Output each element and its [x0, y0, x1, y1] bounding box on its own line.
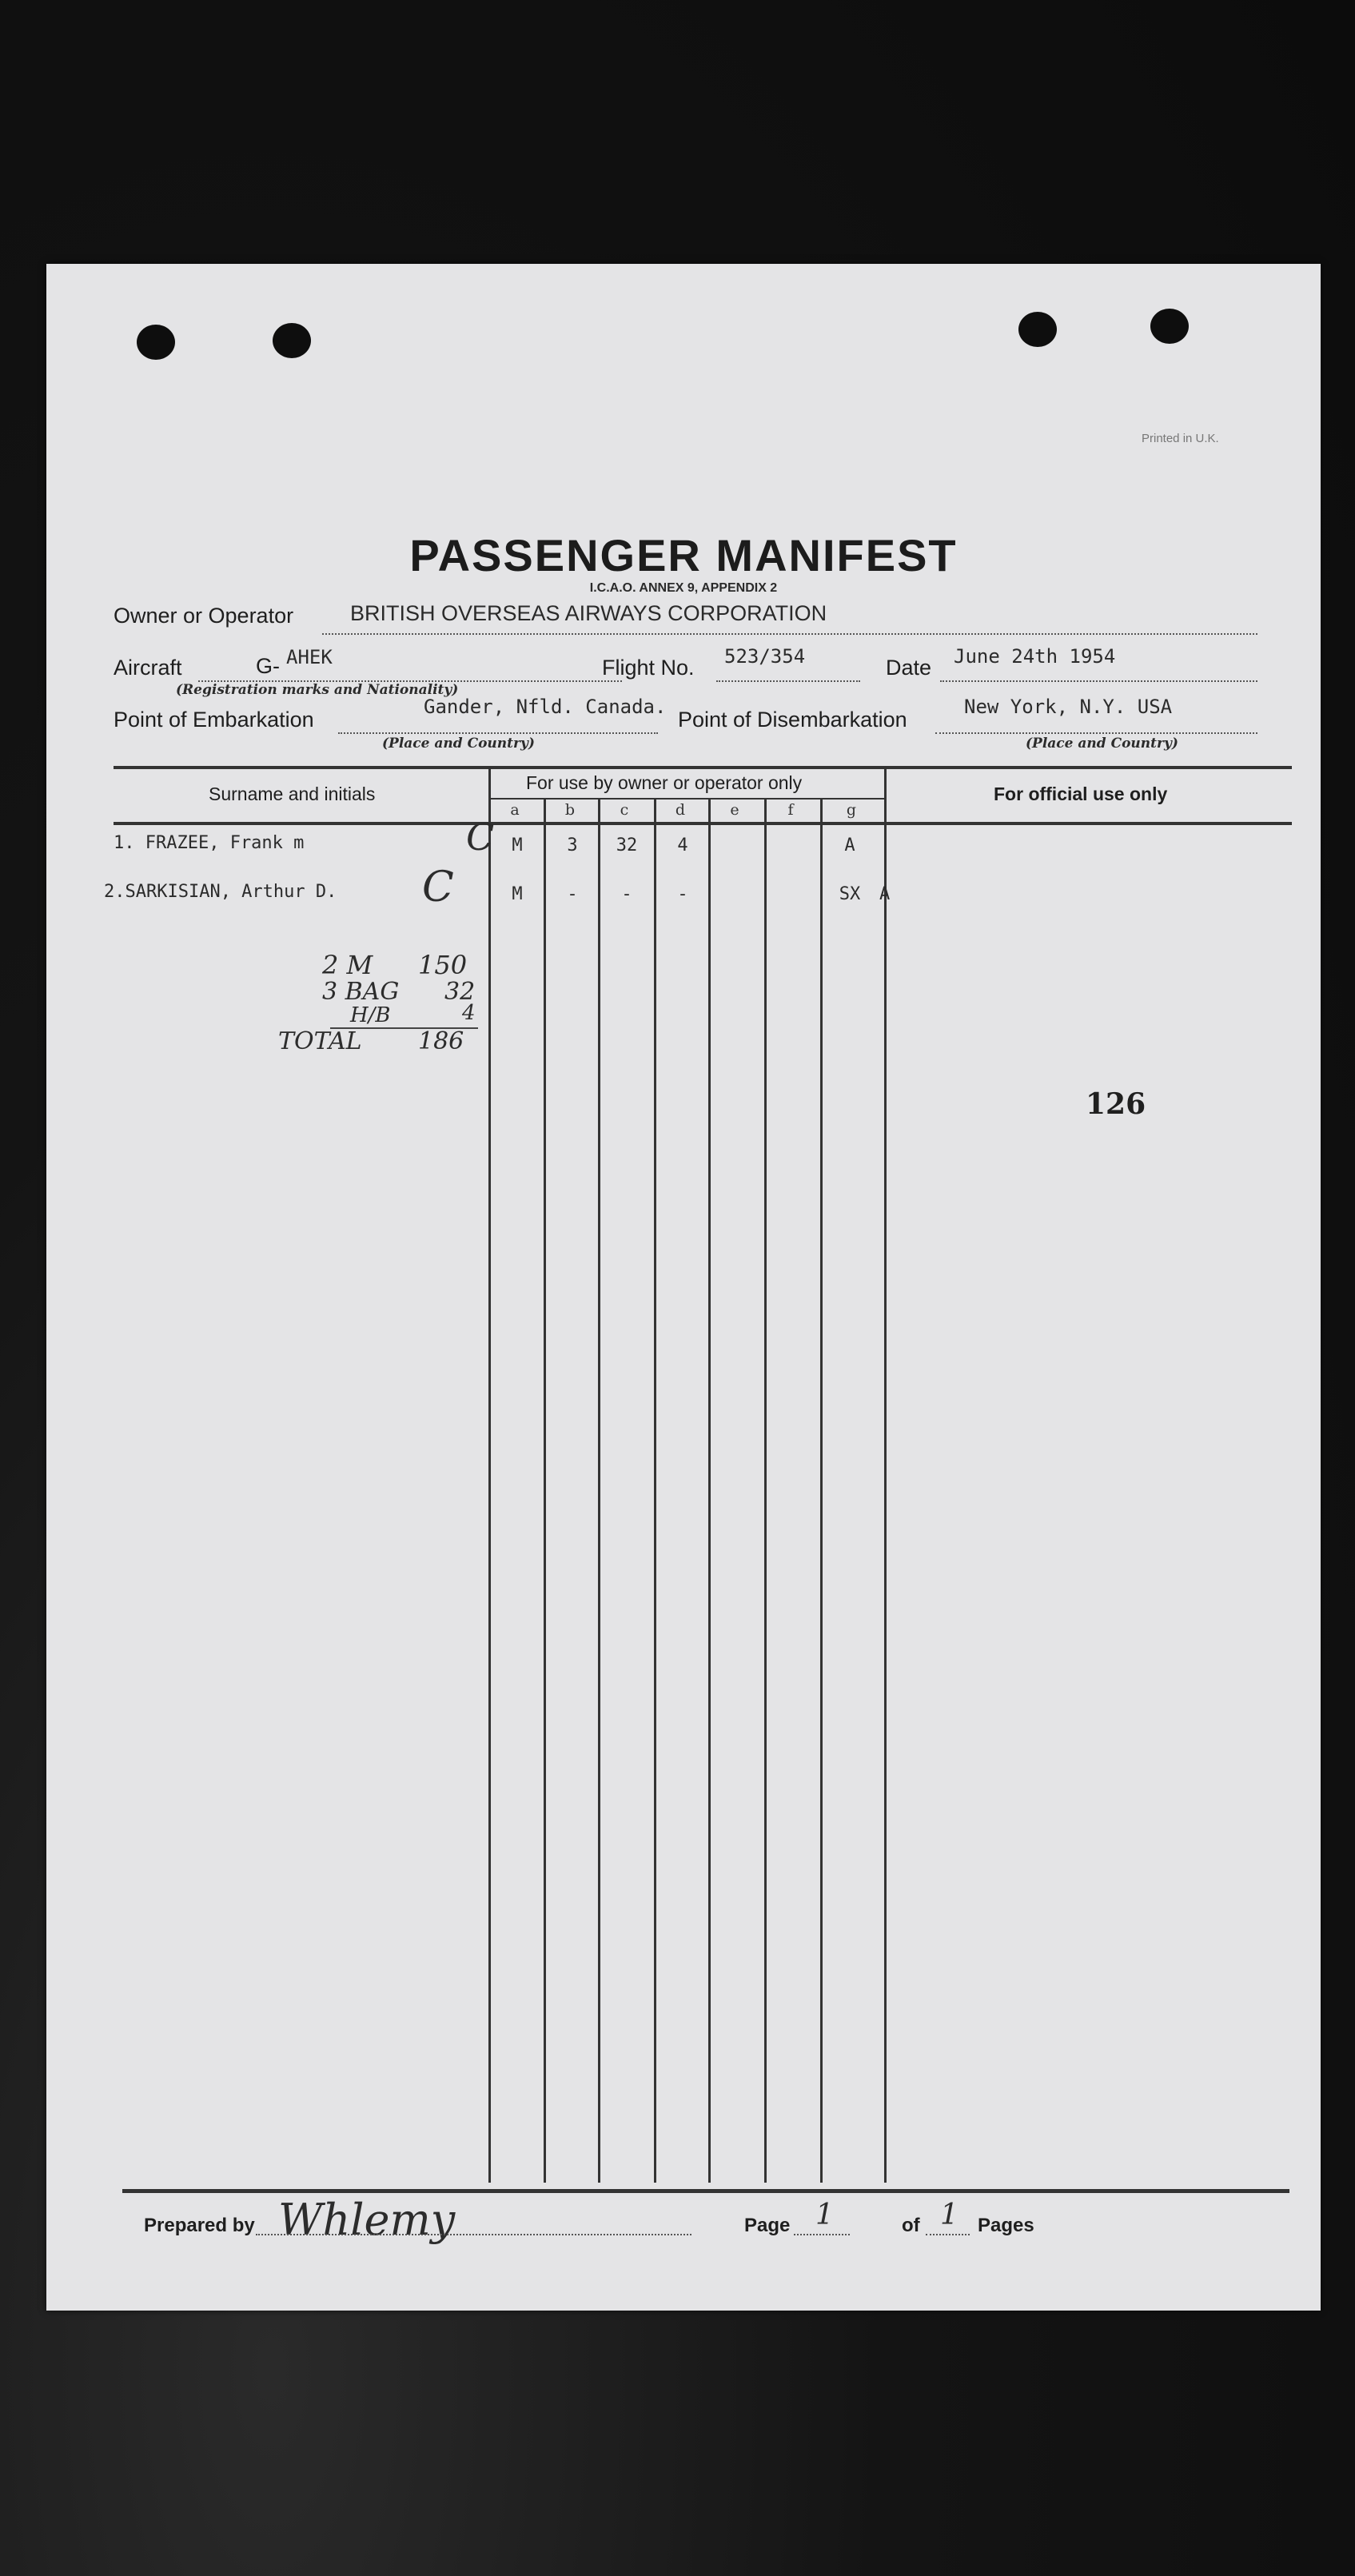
signature: Whlemy [278, 2195, 456, 2245]
official-header: For official use only [994, 784, 1168, 804]
column-divider [654, 798, 656, 2183]
owner-line [322, 633, 1257, 635]
total-value: 150 [418, 950, 468, 980]
total-value: 186 [418, 1027, 464, 1055]
column-header-e: e [730, 801, 739, 819]
column-header-g: g [846, 801, 857, 819]
page-label: Page [744, 2215, 791, 2236]
official-mark: A [879, 884, 891, 904]
column-header-d: d [675, 801, 686, 819]
aircraft-label: Aircraft [114, 656, 182, 680]
prepared-line [256, 2234, 691, 2235]
total-value: 32 [444, 978, 476, 1006]
cell-d: 4 [677, 835, 688, 855]
passenger-name: 1. FRAZEE, Frank m [114, 833, 305, 853]
column-divider [764, 798, 767, 2183]
pages-label: Pages [978, 2215, 1034, 2236]
column-header-c: c [620, 801, 629, 819]
column-header-a: a [510, 801, 520, 819]
total-label: 2 M [322, 950, 373, 980]
punch-hole-icon [1150, 309, 1189, 344]
cell-c: - [621, 884, 632, 904]
total-label: H/B [350, 1003, 391, 1027]
punch-hole-icon [1018, 312, 1057, 347]
flight-line [716, 680, 860, 682]
column-divider [544, 798, 546, 2183]
cell-g: SX [839, 884, 861, 904]
checkmark: C [466, 815, 495, 859]
column-header-f: f [787, 801, 794, 819]
of-label: of [902, 2215, 920, 2236]
of-line [926, 2234, 970, 2235]
footer-rule [122, 2189, 1289, 2193]
date-label: Date [886, 656, 932, 680]
column-divider [598, 798, 600, 2183]
prepared-label: Prepared by [144, 2215, 255, 2236]
flight-label: Flight No. [602, 656, 695, 680]
operator-header: For use by owner or operator only [526, 772, 803, 793]
date-value: June 24th 1954 [954, 645, 1116, 668]
cell-b: - [567, 884, 578, 904]
cell-c: 32 [616, 835, 638, 855]
stamp-number: 126 [1086, 1087, 1146, 1121]
disembarkation-label: Point of Disembarkation [678, 708, 907, 732]
surname-header: Surname and initials [209, 784, 376, 804]
operator-subheader-rule [490, 798, 886, 800]
punch-hole-icon [273, 323, 311, 358]
date-line [940, 680, 1257, 682]
page-line [794, 2234, 850, 2235]
passenger-name: 2.SARKISIAN, Arthur D. [104, 882, 337, 902]
place-note-left: (Place and Country) [382, 736, 535, 752]
page-value: 1 [815, 2199, 834, 2231]
total-label: TOTAL [278, 1027, 362, 1055]
column-divider [708, 798, 711, 2183]
embarkation-line [338, 732, 658, 734]
cell-b: 3 [567, 835, 578, 855]
cell-g: A [844, 835, 855, 855]
checkmark: C [422, 863, 454, 911]
cell-a: M [512, 884, 523, 904]
flight-value: 523/354 [724, 645, 806, 668]
punch-hole-icon [137, 325, 175, 360]
aircraft-value: AHEK [286, 646, 333, 668]
page-subtitle: I.C.A.O. ANNEX 9, APPENDIX 2 [589, 581, 778, 595]
cell-d: - [677, 884, 688, 904]
registration-note: (Registration marks and Nationality) [176, 682, 459, 698]
column-divider [820, 798, 823, 2183]
cell-a: M [512, 835, 523, 855]
disembarkation-value: New York, N.Y. USA [964, 696, 1173, 718]
embarkation-value: Gander, Nfld. Canada. [424, 696, 667, 718]
column-divider [884, 768, 887, 2183]
printer-mark: Printed in U.K. [1142, 432, 1219, 445]
manifest-sheet [46, 264, 1321, 2311]
of-value: 1 [940, 2199, 958, 2231]
table-header-rule [114, 822, 1292, 825]
page-title: PASSENGER MANIFEST [409, 530, 958, 580]
total-value: 4 [462, 1001, 476, 1025]
column-header-b: b [564, 801, 576, 819]
aircraft-prefix: G- [256, 654, 280, 678]
table-top-rule [114, 766, 1292, 769]
embarkation-label: Point of Embarkation [114, 708, 314, 732]
column-divider [488, 768, 491, 2183]
disembarkation-line [935, 732, 1257, 734]
owner-label: Owner or Operator [114, 604, 294, 628]
place-note-right: (Place and Country) [1026, 736, 1178, 752]
owner-value: BRITISH OVERSEAS AIRWAYS CORPORATION [350, 601, 827, 625]
total-label: 3 BAG [322, 978, 400, 1006]
